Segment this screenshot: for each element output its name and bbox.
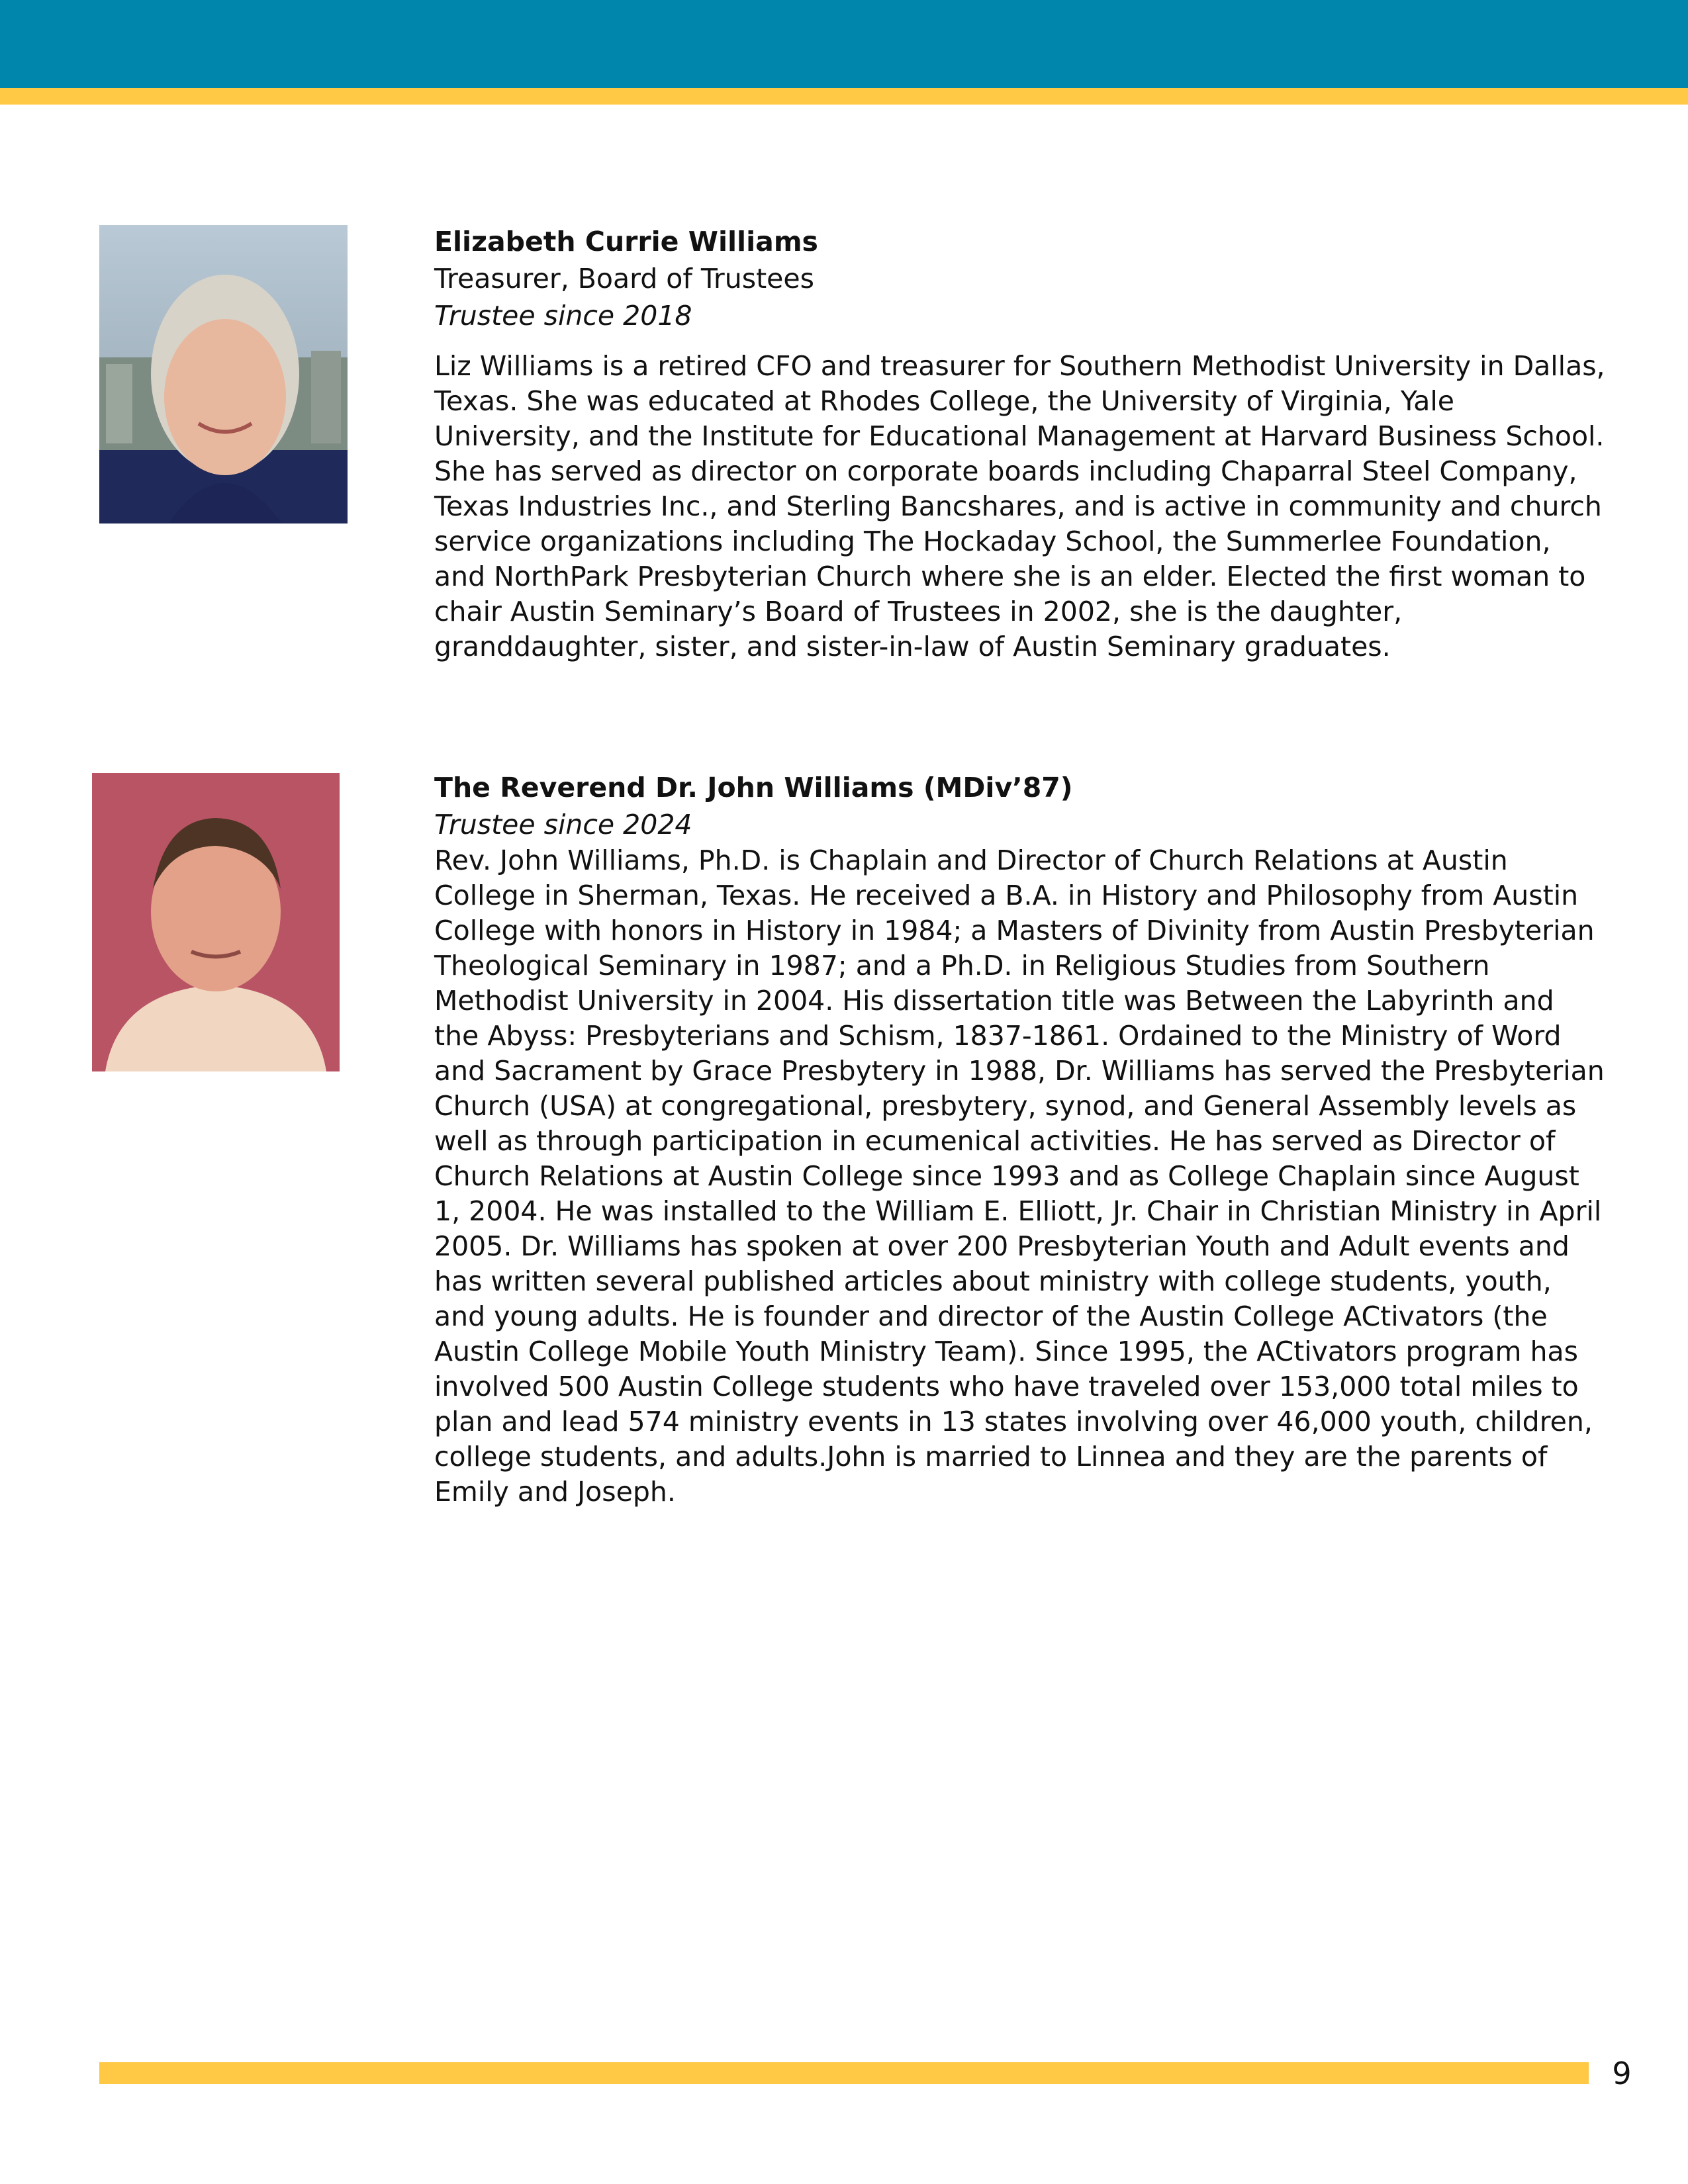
header-band: [0, 0, 1688, 88]
portrait-image: [99, 225, 348, 523]
trustee-bio-text: Liz Williams is a retired CFO and treasurer for Southern Methodist University in Dallas, Texas. She was educated at Rhodes College, the University of Virginia, Yale University, and the Institute for Educational Management at Harvard Business School. She has served as director on corporate boards including Chaparral Steel Company, Texas Industries Inc., and Sterling Bancshares, and is active in community and church service organizations including The Hockaday School, the Summerlee Foundation, and NorthPark Presbyterian Church where she is an elder. Elected the first woman to chair Austin Seminary’s Board of Trustees in 2002, she is the daughter, granddaughter, sister, and sister-in-law of Austin Seminary graduates.: [434, 350, 1605, 662]
trustee-bio-text: Rev. John Williams, Ph.D. is Chaplain and Director of Church Relations at Austin College in Sherman, Texas. He received a B.A. in History and Philosophy from Austin College with honors in History in 1984; a Masters of Divinity from Austin Presbyterian Theological Seminary in 1987; and a Ph.D. in Religious Studies from Southern Methodist University in 2004. His dissertation title was Between the Labyrinth and the Abyss: Presbyterians and Schism, 1837-1861. Ordained to the Ministry of Word and Sacrament by Grace Presbytery in 1988, Dr. Williams has served the Presbyterian Church (USA) at congregational, presbytery, synod, and General Assembly levels as well as through participation in ecumenical activities. He has served as Director of Church Relations at Austin College since 1993 and as College Chaplain since August 1, 2004. He was installed to the William E. Elliott, Jr. Chair in Christian Ministry in April 2005. Dr. Williams has spoken at over 200 Presbyterian Youth and Adult events and has written several published articles about ministry with college students, youth, and young adults. He is founder and director of the Austin College ACtivators (the Austin College Mobile Youth Ministry Team). Since 1995, the ACtivators program has involved 500 Austin College students who have traveled over 153,000 total miles to plan and lead 574 ministry events in 13 states involving over 46,000 youth, children, college students, and adults.John is married to Linnea and they are the parents of Emily and Joseph.: [434, 844, 1605, 1508]
trustee-photo: [99, 225, 348, 523]
trustee-name: The Reverend Dr. John Williams (MDiv’87): [434, 772, 1073, 803]
page-number: 9: [1612, 2056, 1632, 2091]
trustee-role: Treasurer, Board of Trustees: [434, 263, 814, 295]
trustee-name: Elizabeth Currie Williams: [434, 226, 818, 257]
portrait-image: [92, 773, 340, 1071]
trustee-bio: [434, 769, 1606, 1510]
trustee-since: Trustee since 2018: [434, 300, 692, 332]
trustee-since: Trustee since 2024: [434, 809, 692, 841]
trustee-photo: [92, 773, 340, 1071]
header-accent-stripe: [0, 88, 1688, 105]
footer-accent-bar: [99, 2062, 1589, 2084]
trustee-bio: [434, 223, 1606, 664]
